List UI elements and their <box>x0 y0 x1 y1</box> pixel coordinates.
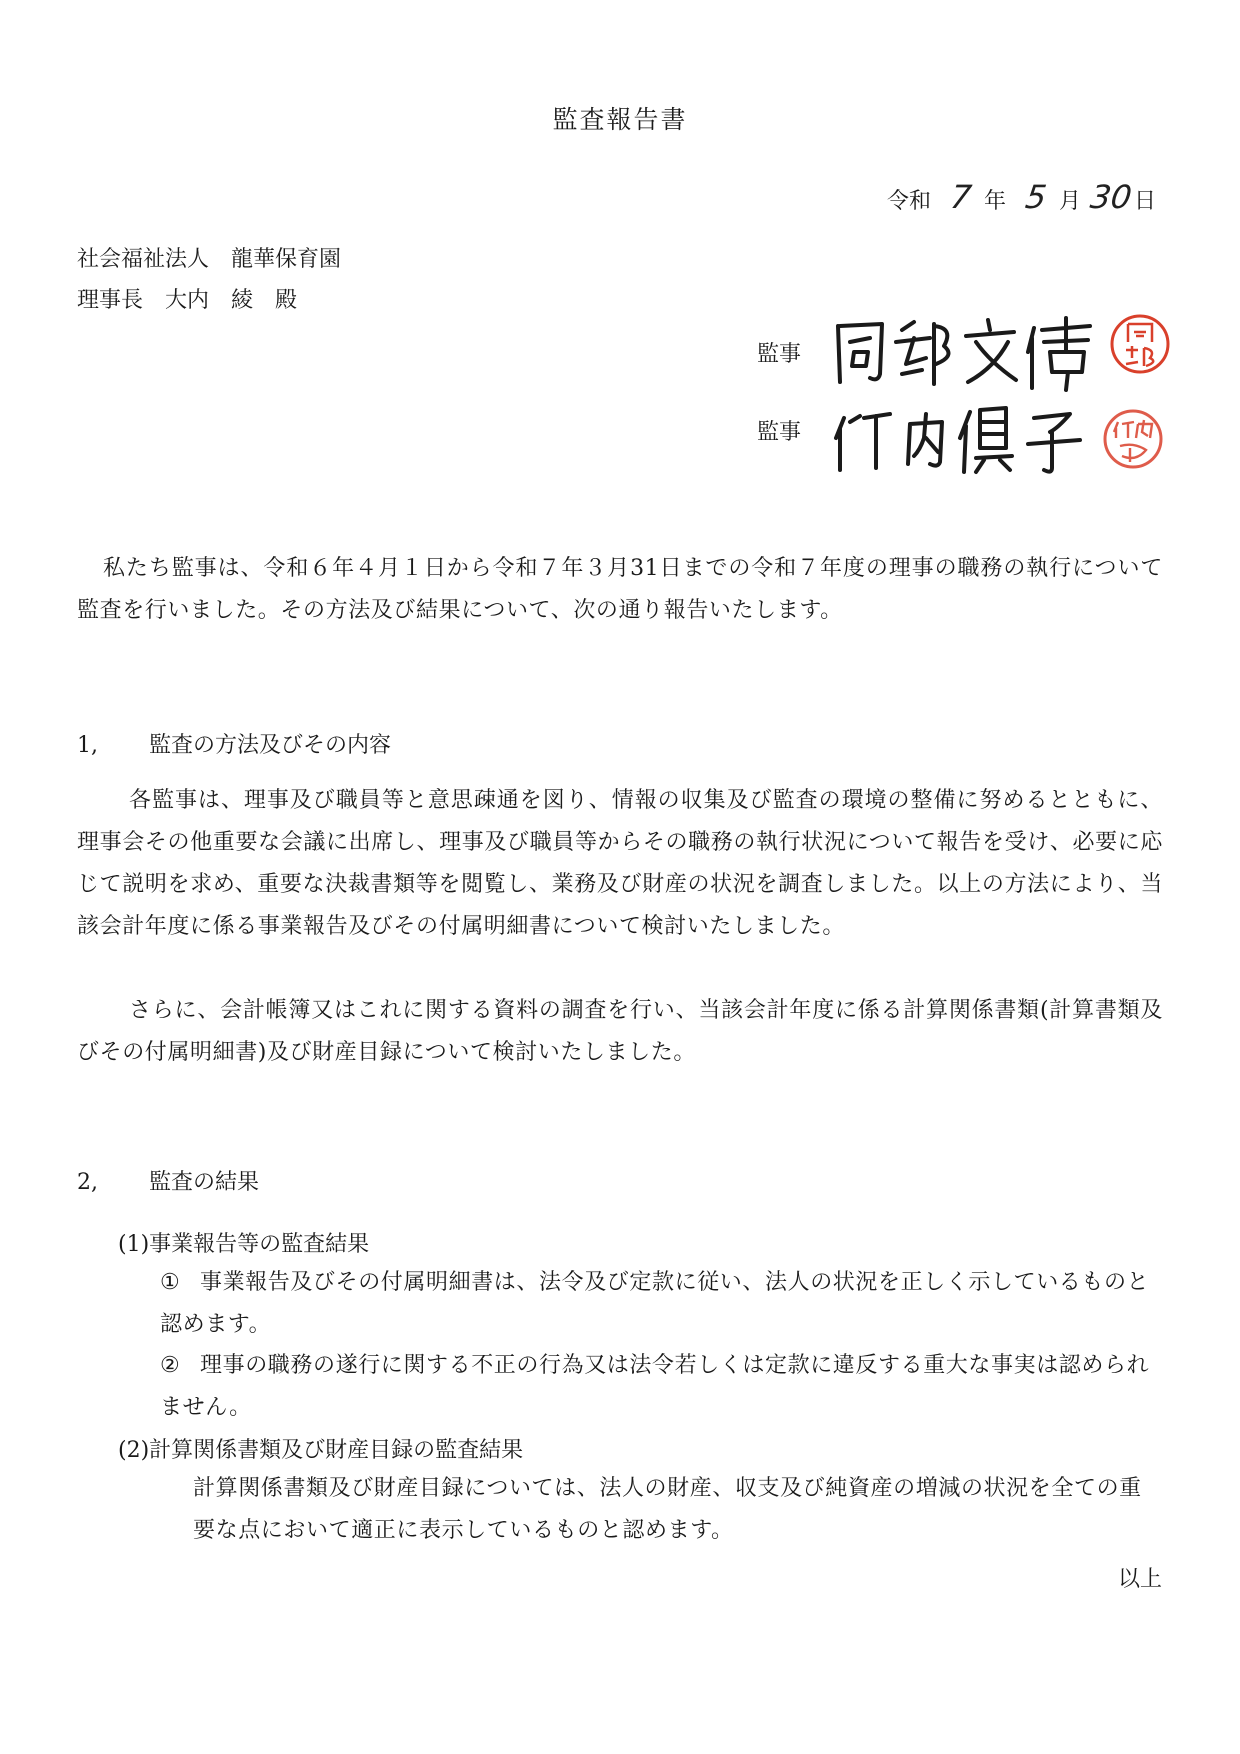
item-marker: ② <box>160 1353 181 1378</box>
section-heading <box>77 728 391 759</box>
closing-mark: 以上 <box>1117 1567 1162 1592</box>
handwritten-signature <box>830 312 1100 392</box>
date-day: 30 <box>1087 178 1135 216</box>
section-number: 1, <box>77 733 98 758</box>
section-heading <box>77 1165 259 1196</box>
section-paragraph: 各監事は、理事及び職員等と意思疎通を図り、情報の収集及び監査の環境の整備に努めるとともに、理事会その他重要な会議に出席し、理事及び職員等からその職務の執行状況について報告を受け、必要に応じて説明を求め、重要な決裁書類等を閲覧し、業務及び財産の状況を調査しました。以上の方法により、当該会計年度に係る事業報告及びその付属明細書について検討いたしました。 <box>77 788 1163 939</box>
auditor-label: 監事 <box>757 342 802 367</box>
section-title: 監査の方法及びその内容 <box>149 733 392 758</box>
subsection-paragraph: 計算関係書類及び財産目録については、法人の財産、収支及び純資産の増減の状況を全ての重要な点において適正に表示しているものと認めます。 <box>193 1476 1142 1543</box>
intro-paragraph: 私たち監事は、令和６年４月１日から令和７年３月31日までの令和７年度の理事の職務の執行について監査を行いました。その方法及び結果について、次の通り報告いたします。 <box>77 556 1163 623</box>
date-era: 令和 <box>886 189 931 214</box>
section-paragraph: さらに、会計帳簿又はこれに関する資料の調査を行い、当該会計年度に係る計算関係書類(計算書類及びその付属明細書)及び財産目録について検討いたしました。 <box>77 998 1163 1065</box>
auditor-label: 監事 <box>757 420 802 445</box>
document-title: 監査報告書 <box>552 105 688 134</box>
date-year: 7 <box>948 178 974 216</box>
item-marker: ① <box>160 1270 181 1295</box>
recipient-organization: 社会福祉法人 龍華保育園 <box>77 247 342 272</box>
list-item <box>160 1262 1163 1346</box>
date-day-unit: 日 <box>1133 189 1156 214</box>
item-text: 事業報告及びその付属明細書は、法令及び定款に従い、法人の状況を正しく示しているものと認めます。 <box>160 1270 1150 1337</box>
list-item <box>160 1345 1163 1429</box>
section-title: 監査の結果 <box>149 1170 260 1195</box>
subsection-heading: (2)計算関係書類及び財産目録の監査結果 <box>118 1438 524 1463</box>
section-number: 2, <box>77 1170 98 1195</box>
date-month: 5 <box>1023 178 1049 216</box>
item-text: 理事の職務の遂行に関する不正の行為又は法令若しくは定款に違反する重大な事実は認められません。 <box>160 1353 1150 1420</box>
report-date <box>887 178 1156 216</box>
date-month-unit: 月 <box>1058 189 1081 214</box>
subsection-heading: (1)事業報告等の監査結果 <box>118 1232 370 1257</box>
auditor-seal <box>1108 312 1172 376</box>
handwritten-signature <box>830 398 1100 478</box>
date-year-unit: 年 <box>983 189 1006 214</box>
auditor-seal <box>1100 406 1166 472</box>
recipient-addressee: 理事長 大内 綾 殿 <box>77 288 298 313</box>
